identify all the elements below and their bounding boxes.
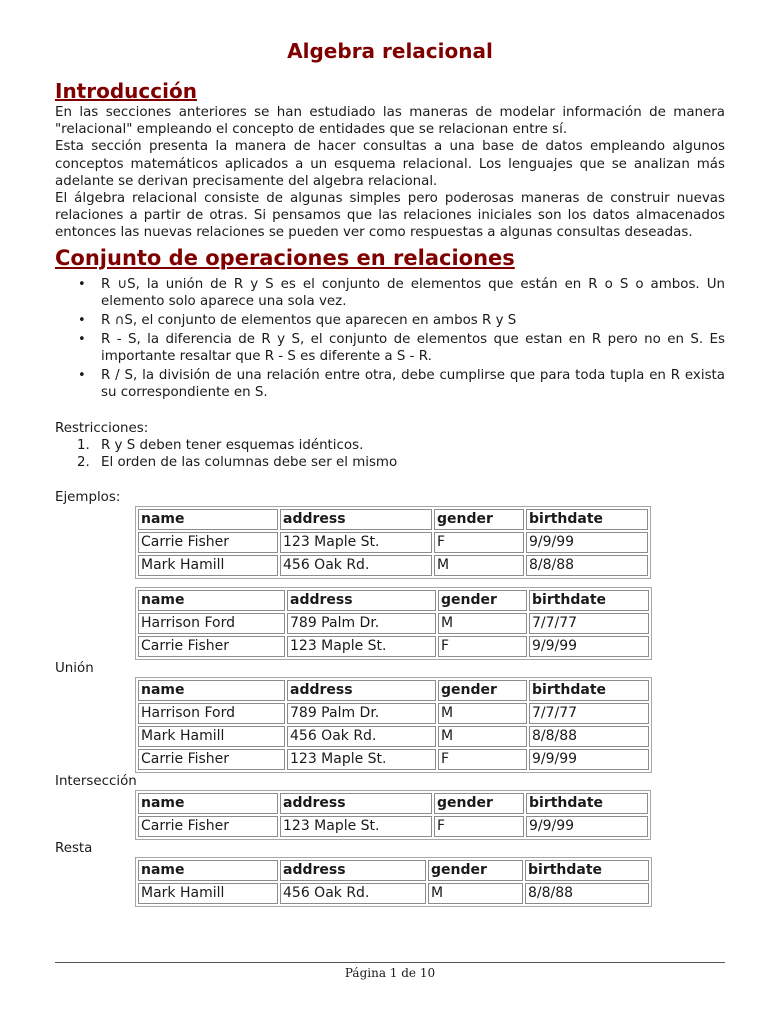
table-cell: 8/8/88 [529,726,649,747]
table-header-row [138,680,649,701]
column-header: name [138,590,285,611]
footer-divider [55,962,725,963]
table-cell: 789 Palm Dr. [287,703,436,724]
document-page [55,36,725,907]
list-item [78,312,725,329]
column-header: gender [438,590,527,611]
operations-list [55,276,725,401]
table-cell: Harrison Ford [138,703,285,724]
table-row [138,816,648,837]
intro-paragraph: El álgebra relacional consiste de algunas simples pero poderosas maneras de construir nuevas relaciones a partir de otras. Si pensamos que las relaciones iniciales son los datos almacenados entonces las nuevas relaciones se pueden ver como respuestas a algunas consultas deseadas. [55,191,725,241]
table-cell: Carrie Fisher [138,816,278,837]
table-cell: M [434,555,524,576]
table-row [138,532,648,553]
relation-s-table [135,587,652,660]
table-row [138,555,648,576]
table-cell: Carrie Fisher [138,749,285,770]
table-cell: Harrison Ford [138,613,285,634]
column-header: address [287,590,436,611]
list-item-text: R / S, la división de una relación entre otra, debe cumplirse que para toda tupla en R exista su correspondiente en S. [101,367,725,400]
table-cell: 9/9/99 [526,816,648,837]
column-header: birthdate [526,793,648,814]
intro-heading: Introducción [55,79,197,103]
list-item-text: R - S, la diferencia de R y S, el conjunto de elementos que estan en R pero no en S. Es importante resaltar que R - S es diferente a S - R. [101,331,725,364]
column-header: birthdate [525,860,649,881]
list-item [77,437,725,454]
column-header: name [138,509,278,530]
relation-r-table [135,506,651,579]
table-row [138,613,649,634]
bullet-icon: • [78,367,86,383]
list-item [78,331,725,365]
document-title: Algebra relacional [287,39,493,63]
table-cell: Mark Hamill [138,555,278,576]
table-cell: M [438,726,527,747]
table-cell: 456 Oak Rd. [280,555,432,576]
union-label: Unión [55,660,94,676]
restrictions-label: Restricciones: [55,420,149,436]
table-cell: 7/7/77 [529,703,649,724]
list-number: 1. [77,437,90,453]
table-row [138,636,649,657]
table-cell: Carrie Fisher [138,532,278,553]
list-item [78,367,725,401]
column-header: name [138,680,285,701]
intersection-label: Intersección [55,773,137,789]
intro-paragraph: Esta sección presenta la manera de hacer consultas a una base de datos empleando algunos conceptos matemáticos aplicados a un esquema relacional. Los lenguajes que se analizan más adelante se derivan precisamente del algebra relacional. [55,139,725,189]
column-header: address [280,793,432,814]
column-header: gender [434,793,524,814]
list-item [78,276,725,310]
table-row [138,703,649,724]
table-header-row [138,793,648,814]
column-header: name [138,793,278,814]
table-cell: 456 Oak Rd. [287,726,436,747]
table-cell: 8/8/88 [525,883,649,904]
table-header-row [138,590,649,611]
table-cell: F [438,636,527,657]
column-header: birthdate [529,680,649,701]
list-item [77,454,725,471]
table-header-row [138,860,649,881]
table-cell: 9/9/99 [529,636,649,657]
list-item-text: R ∪S, la unión de R y S es el conjunto de elementos que están en R o S o ambos. Un elemento solo aparece una sola vez. [101,276,725,309]
bullet-icon: • [78,331,86,347]
table-cell: M [438,613,527,634]
table-cell: M [438,703,527,724]
difference-label: Resta [55,840,93,856]
intersection-table [135,790,651,840]
operations-heading: Conjunto de operaciones en relaciones [55,245,515,270]
table-cell: F [434,816,524,837]
examples-label: Ejemplos: [55,489,121,505]
table-cell: 8/8/88 [526,555,648,576]
table-cell: F [438,749,527,770]
table-cell: Mark Hamill [138,726,285,747]
list-item-text: El orden de las columnas debe ser el mismo [101,454,398,470]
table-cell: 123 Maple St. [280,816,432,837]
table-row [138,749,649,770]
column-header: gender [434,509,524,530]
column-header: gender [438,680,527,701]
table-cell: 9/9/99 [529,749,649,770]
difference-table [135,857,652,907]
table-cell: 123 Maple St. [287,749,436,770]
bullet-icon: • [78,276,86,292]
table-row [138,883,649,904]
page-number: Página 1 de 10 [344,966,436,980]
table-cell: 123 Maple St. [287,636,436,657]
table-cell: F [434,532,524,553]
list-number: 2. [77,454,90,470]
table-cell: 123 Maple St. [280,532,432,553]
union-table [135,677,652,773]
table-cell: 456 Oak Rd. [280,883,426,904]
table-cell: Carrie Fisher [138,636,285,657]
table-header-row [138,509,648,530]
column-header: address [280,509,432,530]
bullet-icon: • [78,312,86,328]
table-cell: Mark Hamill [138,883,278,904]
table-row [138,726,649,747]
restrictions-list [55,437,725,471]
table-cell: 789 Palm Dr. [287,613,436,634]
column-header: birthdate [526,509,648,530]
column-header: name [138,860,278,881]
column-header: address [280,860,426,881]
column-header: gender [428,860,523,881]
column-header: birthdate [529,590,649,611]
list-item-text: R ∩S, el conjunto de elementos que aparecen en ambos R y S [101,312,517,328]
table-cell: M [428,883,523,904]
intro-paragraph: En las secciones anteriores se han estudiado las maneras de modelar información de manera "relacional" empleando el concepto de entidades que se relacionan entre sí. [55,105,725,138]
table-cell: 7/7/77 [529,613,649,634]
list-item-text: R y S deben tener esquemas idénticos. [101,437,364,453]
table-cell: 9/9/99 [526,532,648,553]
column-header: address [287,680,436,701]
